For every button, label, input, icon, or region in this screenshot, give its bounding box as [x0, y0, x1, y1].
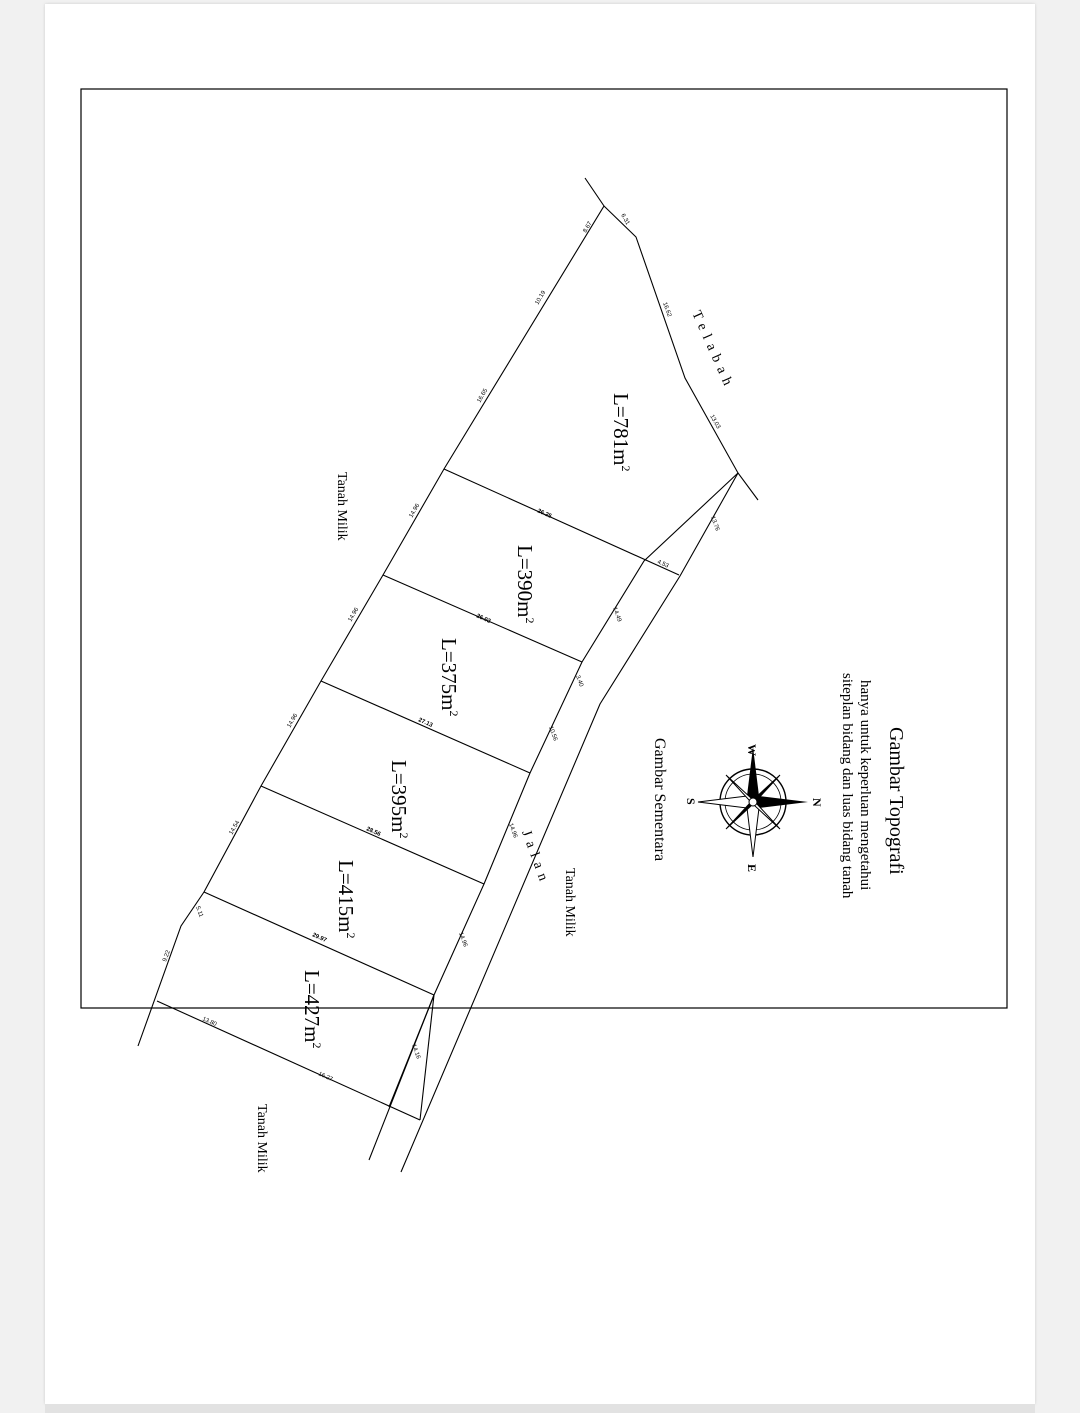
- dim-label: 28.56: [365, 826, 382, 838]
- dim-label: 3.40: [574, 674, 584, 688]
- plot-6-area: $L=427m^2$: [300, 970, 324, 1049]
- label-tanah-milik-bottom: Tanah Milik: [254, 1104, 269, 1173]
- dim-label: 29.97: [311, 932, 328, 944]
- dim-label: 26.25: [536, 508, 553, 520]
- dim-label: 14.16: [410, 1043, 421, 1060]
- dim-label: 14.49: [611, 606, 622, 623]
- dim-label: 16.62: [661, 301, 672, 318]
- dim-label: 16.27: [317, 1071, 334, 1083]
- compass-north: N: [810, 798, 824, 807]
- dim-label: 14.54: [228, 819, 242, 836]
- compass-east: E: [745, 864, 759, 873]
- label-jalan: Jalan: [518, 828, 553, 889]
- label-tanah-milik-left: Tanah Milik: [334, 472, 349, 541]
- dim-label: 5.11: [194, 905, 204, 919]
- dim-label: 14.96: [408, 502, 422, 519]
- plot-3-area: $L=375m^2$: [437, 638, 461, 717]
- divider-3: [321, 681, 530, 773]
- dim-label: 6.31: [619, 213, 631, 227]
- dim-label: 10.19: [534, 289, 548, 306]
- dim-label: 4.53: [656, 559, 670, 570]
- map-note: Gambar Sementara: [651, 738, 668, 862]
- label-telabah: Telabah: [688, 308, 738, 394]
- dim-label: 14.96: [286, 712, 300, 729]
- dim-label: 8.67: [582, 220, 594, 234]
- map-subtitle-line2: siteplan bidang dan luas bidang tanah: [839, 673, 855, 899]
- compass-south: S: [684, 798, 698, 805]
- dim-label: 14.96: [507, 822, 518, 839]
- plot-1-area: $L=781m^2$: [609, 393, 633, 472]
- bottom-boundary: [157, 1001, 420, 1120]
- map-subtitle-line1: hanya untuk keperluan mengetahui: [857, 680, 873, 891]
- compass-rose-icon: [684, 744, 824, 872]
- label-tanah-milik-right: Tanah Milik: [562, 868, 577, 937]
- dim-label: 13.03: [708, 414, 721, 431]
- plot-5-area: $L=415m^2$: [334, 860, 358, 939]
- dim-label: 10.56: [547, 725, 558, 742]
- dim-label: 9.22: [162, 949, 172, 963]
- dim-label: 13.76: [709, 515, 720, 532]
- plot-2-area: $L=390m^2$: [513, 545, 537, 624]
- dim-label: 13.80: [201, 1016, 218, 1028]
- compass-west: W: [745, 744, 759, 756]
- plot-4-area: $L=395m^2$: [387, 760, 411, 839]
- dim-label: 14.96: [457, 931, 468, 948]
- dim-label: 16.65: [476, 387, 490, 404]
- dim-label: 14.96: [347, 606, 361, 623]
- dim-label: 27.13: [417, 717, 434, 729]
- map-title: Gambar Topografi: [885, 727, 907, 875]
- dim-label: 26.02: [475, 613, 492, 625]
- road-edge-outer: [401, 473, 738, 1172]
- divider-1: [444, 469, 679, 575]
